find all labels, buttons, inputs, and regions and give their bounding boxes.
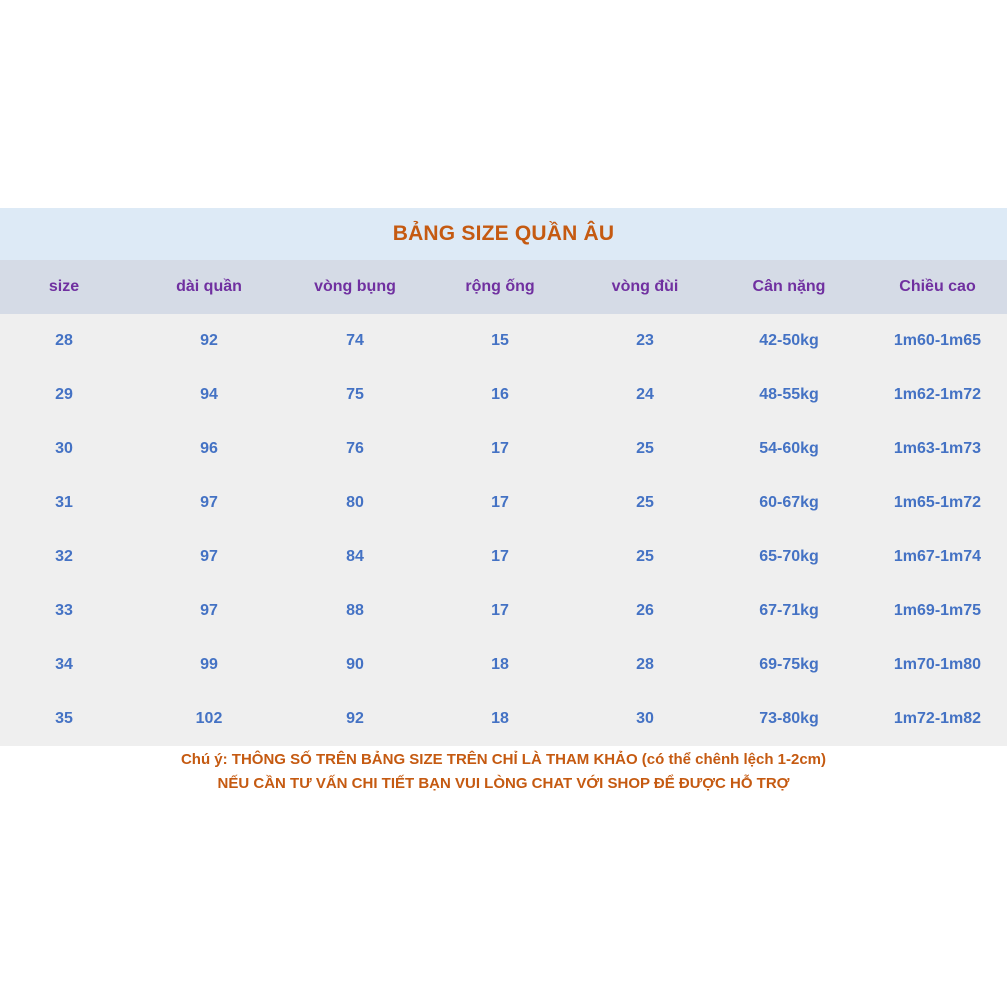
table-body: [0, 314, 1007, 746]
cell-height: 1m69-1m75: [893, 602, 982, 619]
cell-weight: 67-71kg: [759, 602, 819, 619]
cell-waist: 76: [346, 440, 364, 457]
cell-length: 99: [200, 656, 218, 673]
cell-leg-opening: 16: [491, 386, 509, 403]
cell-thigh: 30: [636, 710, 654, 727]
cell-height: 1m63-1m73: [893, 440, 982, 457]
header-size: size: [48, 278, 80, 295]
size-chart: [0, 208, 1007, 746]
cell-height: 1m60-1m65: [893, 332, 982, 349]
chart-title: BẢNG SIZE QUẦN ÂU: [392, 222, 615, 245]
cell-leg-opening: 18: [491, 656, 509, 673]
cell-waist: 90: [346, 656, 364, 673]
cell-length: 92: [200, 332, 218, 349]
cell-thigh: 24: [636, 386, 654, 403]
header-waist: vòng bụng: [314, 278, 396, 295]
cell-size: 31: [55, 494, 73, 511]
cell-length: 97: [200, 602, 218, 619]
table-row: [0, 422, 1007, 476]
cell-length: 94: [200, 386, 218, 403]
cell-waist: 75: [346, 386, 364, 403]
cell-waist: 80: [346, 494, 364, 511]
table-row: [0, 314, 1007, 368]
cell-size: 28: [55, 332, 73, 349]
cell-weight: 54-60kg: [759, 440, 819, 457]
cell-leg-opening: 17: [491, 440, 509, 457]
cell-leg-opening: 17: [491, 602, 509, 619]
cell-weight: 60-67kg: [759, 494, 819, 511]
cell-height: 1m67-1m74: [893, 548, 982, 565]
cell-weight: 73-80kg: [759, 710, 819, 727]
header-row: [0, 260, 1007, 314]
note-line-1: Chú ý: THÔNG SỐ TRÊN BẢNG SIZE TRÊN CHỈ LÀ THAM KHẢO (có thể chênh lệch 1-2cm): [180, 751, 827, 768]
cell-height: 1m72-1m82: [893, 710, 982, 727]
title-band: [0, 208, 1007, 260]
header-weight: Cân nặng: [752, 278, 826, 295]
header-height: Chiều cao: [899, 278, 976, 295]
cell-size: 29: [55, 386, 73, 403]
cell-thigh: 26: [636, 602, 654, 619]
cell-waist: 84: [346, 548, 364, 565]
cell-size: 30: [55, 440, 73, 457]
table-row: [0, 584, 1007, 638]
table-row: [0, 368, 1007, 422]
cell-height: 1m70-1m80: [893, 656, 982, 673]
cell-height: 1m62-1m72: [893, 386, 982, 403]
cell-length: 102: [195, 710, 223, 727]
cell-length: 97: [200, 494, 218, 511]
table-row: [0, 638, 1007, 692]
cell-length: 97: [200, 548, 218, 565]
header-length: dài quần: [176, 278, 242, 295]
cell-leg-opening: 17: [491, 494, 509, 511]
cell-leg-opening: 15: [491, 332, 509, 349]
cell-thigh: 25: [636, 548, 654, 565]
table-row: [0, 692, 1007, 746]
cell-height: 1m65-1m72: [893, 494, 982, 511]
cell-weight: 65-70kg: [759, 548, 819, 565]
cell-waist: 92: [346, 710, 364, 727]
cell-waist: 88: [346, 602, 364, 619]
cell-leg-opening: 17: [491, 548, 509, 565]
table-row: [0, 530, 1007, 584]
header-thigh: vòng đùi: [611, 278, 679, 295]
cell-weight: 48-55kg: [759, 386, 819, 403]
cell-thigh: 25: [636, 494, 654, 511]
cell-weight: 42-50kg: [759, 332, 819, 349]
header-leg-opening: rộng ống: [465, 278, 535, 295]
cell-size: 33: [55, 602, 73, 619]
cell-leg-opening: 18: [491, 710, 509, 727]
notes: [0, 748, 1007, 796]
cell-size: 32: [55, 548, 73, 565]
cell-thigh: 25: [636, 440, 654, 457]
note-line-2: NẾU CẦN TƯ VẤN CHI TIẾT BẠN VUI LÒNG CHAT VỚI SHOP ĐỂ ĐƯỢC HỖ TRỢ: [217, 775, 790, 792]
cell-thigh: 28: [636, 656, 654, 673]
cell-weight: 69-75kg: [759, 656, 819, 673]
cell-thigh: 23: [636, 332, 654, 349]
table-row: [0, 476, 1007, 530]
cell-waist: 74: [346, 332, 364, 349]
cell-size: 34: [55, 656, 73, 673]
cell-size: 35: [55, 710, 73, 727]
cell-length: 96: [200, 440, 218, 457]
